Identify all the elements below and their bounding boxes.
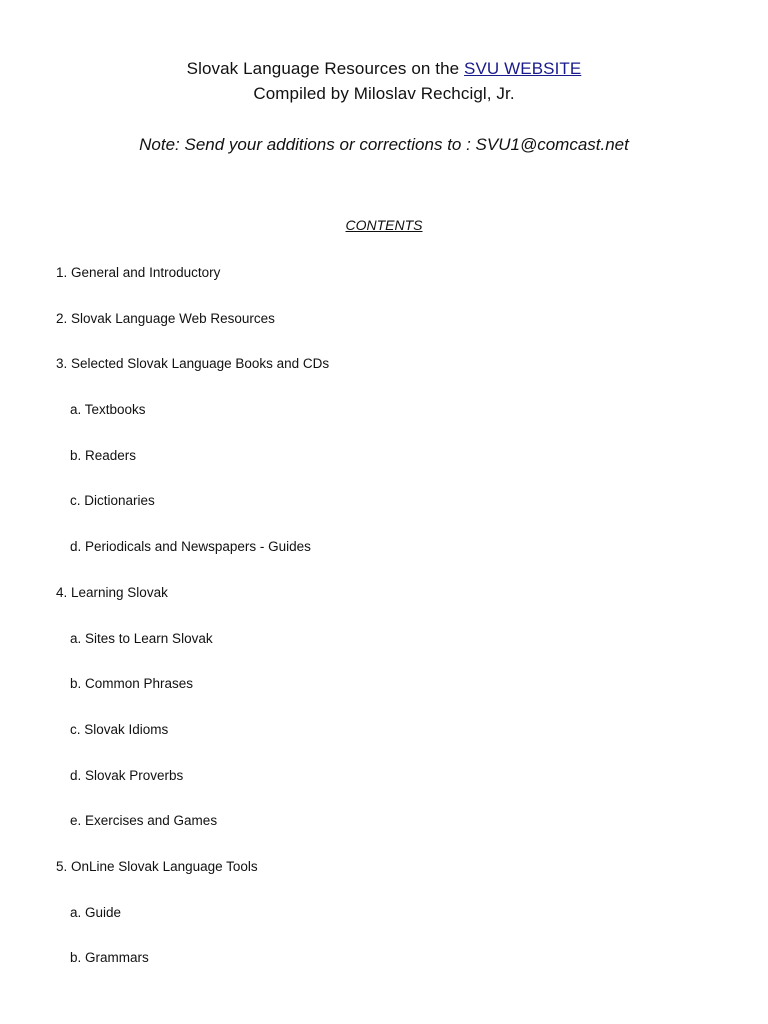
toc-subitem: b. Grammars — [70, 950, 149, 966]
contents-heading: CONTENTS — [345, 217, 423, 233]
document-title — [0, 56, 768, 81]
toc-subitem: d. Periodicals and Newspapers - Guides — [70, 539, 311, 555]
toc-subitem: e. Exercises and Games — [70, 813, 218, 829]
toc-subitem: a. Guide — [70, 904, 122, 920]
toc-subitem: c. Slovak Idioms — [70, 721, 169, 737]
toc-subitem: b. Common Phrases — [70, 676, 194, 692]
toc-subitem: c. Dictionaries — [70, 493, 155, 509]
toc-item: 2. Slovak Language Web Resources — [56, 310, 275, 326]
toc-subitem: b. Readers — [70, 447, 137, 463]
table-of-contents — [56, 263, 329, 994]
document-header — [0, 56, 768, 157]
toc-item: 5. OnLine Slovak Language Tools — [56, 858, 258, 874]
title-text: Slovak Language Resources on the — [186, 59, 465, 78]
toc-subitem: a. Textbooks — [70, 402, 146, 418]
toc-item: 3. Selected Slovak Language Books and CDs — [56, 356, 330, 372]
svu-website-link[interactable]: SVU WEBSITE — [464, 59, 582, 78]
toc-item: 4. Learning Slovak — [56, 584, 168, 600]
note-line: Note: Send your additions or corrections to : SVU1@comcast.net — [139, 135, 629, 154]
toc-subitem: a. Sites to Learn Slovak — [70, 630, 213, 646]
toc-item: 1. General and Introductory — [56, 265, 221, 280]
compiled-by-line: Compiled by Miloslav Rechcigl, Jr. — [253, 84, 515, 103]
toc-subitem: d. Slovak Proverbs — [70, 767, 184, 783]
